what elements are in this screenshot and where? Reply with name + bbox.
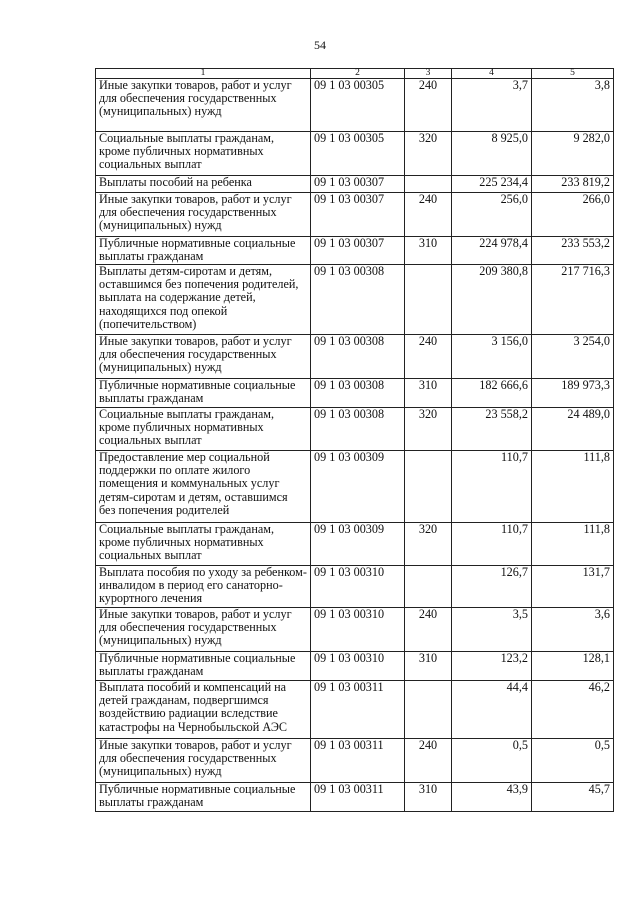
table-row xyxy=(96,739,614,783)
row-expense-type-cell xyxy=(405,681,452,739)
row-code-cell: 09 1 03 00311 xyxy=(311,783,405,812)
row-name-cell: Публичные нормативные социальные выплаты гражданам xyxy=(96,783,311,812)
row-value-year2-cell: 128,1 xyxy=(532,652,614,681)
row-value-year1-cell: 123,2 xyxy=(452,652,532,681)
row-code-cell: 09 1 03 00311 xyxy=(311,739,405,783)
table-row xyxy=(96,681,614,739)
row-code-cell: 09 1 03 00308 xyxy=(311,265,405,335)
row-code-cell: 09 1 03 00305 xyxy=(311,132,405,176)
row-expense-type-cell: 320 xyxy=(405,408,452,451)
table-row xyxy=(96,652,614,681)
row-value-year2-cell: 0,5 xyxy=(532,739,614,783)
row-expense-type-cell xyxy=(405,566,452,608)
row-name-cell: Выплаты пособий на ребенка xyxy=(96,176,311,193)
row-value-year2-cell: 24 489,0 xyxy=(532,408,614,451)
column-number-3: 3 xyxy=(405,69,452,79)
column-number-row xyxy=(96,69,614,79)
row-name-cell: Предоставление мер социальной поддержки по оплате жилого помещения и коммунальных услуг детям-сиротам и детям, оставшимся без попечения родителей xyxy=(96,451,311,523)
budget-table xyxy=(95,68,614,812)
table-row xyxy=(96,335,614,379)
row-value-year2-cell: 3,6 xyxy=(532,608,614,652)
row-name-cell: Выплаты детям-сиротам и детям, оставшимся без попечения родителей, выплата на содержание детей, находящихся под опекой (попечительством) xyxy=(96,265,311,335)
row-code-cell: 09 1 03 00310 xyxy=(311,652,405,681)
column-number-4: 4 xyxy=(452,69,532,79)
row-value-year2-cell: 9 282,0 xyxy=(532,132,614,176)
row-code-cell: 09 1 03 00308 xyxy=(311,335,405,379)
row-expense-type-cell: 240 xyxy=(405,79,452,132)
row-name-cell: Социальные выплаты гражданам, кроме публичных нормативных социальных выплат xyxy=(96,132,311,176)
table-row xyxy=(96,451,614,523)
row-value-year1-cell: 8 925,0 xyxy=(452,132,532,176)
column-number-1: 1 xyxy=(96,69,311,79)
row-expense-type-cell: 320 xyxy=(405,132,452,176)
table-row xyxy=(96,783,614,812)
row-name-cell: Публичные нормативные социальные выплаты гражданам xyxy=(96,237,311,265)
row-value-year2-cell: 266,0 xyxy=(532,193,614,237)
row-value-year2-cell: 233 819,2 xyxy=(532,176,614,193)
row-value-year1-cell: 3,7 xyxy=(452,79,532,132)
column-number-2: 2 xyxy=(311,69,405,79)
row-value-year1-cell: 182 666,6 xyxy=(452,379,532,408)
row-value-year1-cell: 225 234,4 xyxy=(452,176,532,193)
row-value-year1-cell: 224 978,4 xyxy=(452,237,532,265)
row-value-year1-cell: 126,7 xyxy=(452,566,532,608)
table-row xyxy=(96,408,614,451)
row-value-year1-cell: 43,9 xyxy=(452,783,532,812)
row-value-year1-cell: 23 558,2 xyxy=(452,408,532,451)
row-code-cell: 09 1 03 00308 xyxy=(311,408,405,451)
row-code-cell: 09 1 03 00305 xyxy=(311,79,405,132)
row-name-cell: Выплата пособий и компенсаций на детей гражданам, подвергшимся воздействию радиации вследствие катастрофы на Чернобыльской АЭС xyxy=(96,681,311,739)
table-row xyxy=(96,193,614,237)
row-code-cell: 09 1 03 00309 xyxy=(311,523,405,566)
row-expense-type-cell xyxy=(405,265,452,335)
row-value-year2-cell: 189 973,3 xyxy=(532,379,614,408)
row-code-cell: 09 1 03 00309 xyxy=(311,451,405,523)
table-row xyxy=(96,379,614,408)
row-name-cell: Иные закупки товаров, работ и услуг для обеспечения государственных (муниципальных) нужд xyxy=(96,79,311,132)
row-value-year1-cell: 3 156,0 xyxy=(452,335,532,379)
table-row xyxy=(96,523,614,566)
row-name-cell: Иные закупки товаров, работ и услуг для обеспечения государственных (муниципальных) нужд xyxy=(96,608,311,652)
table-row xyxy=(96,237,614,265)
row-value-year2-cell: 217 716,3 xyxy=(532,265,614,335)
row-value-year2-cell: 131,7 xyxy=(532,566,614,608)
row-code-cell: 09 1 03 00307 xyxy=(311,193,405,237)
row-name-cell: Публичные нормативные социальные выплаты гражданам xyxy=(96,652,311,681)
row-expense-type-cell xyxy=(405,176,452,193)
row-expense-type-cell: 310 xyxy=(405,783,452,812)
row-value-year1-cell: 209 380,8 xyxy=(452,265,532,335)
table-row xyxy=(96,566,614,608)
row-code-cell: 09 1 03 00307 xyxy=(311,237,405,265)
row-value-year1-cell: 256,0 xyxy=(452,193,532,237)
row-value-year2-cell: 45,7 xyxy=(532,783,614,812)
row-code-cell: 09 1 03 00311 xyxy=(311,681,405,739)
row-expense-type-cell: 310 xyxy=(405,379,452,408)
row-value-year2-cell: 3,8 xyxy=(532,79,614,132)
row-code-cell: 09 1 03 00310 xyxy=(311,566,405,608)
row-code-cell: 09 1 03 00307 xyxy=(311,176,405,193)
row-expense-type-cell: 240 xyxy=(405,193,452,237)
row-name-cell: Социальные выплаты гражданам, кроме публичных нормативных социальных выплат xyxy=(96,523,311,566)
row-name-cell: Публичные нормативные социальные выплаты гражданам xyxy=(96,379,311,408)
row-value-year2-cell: 233 553,2 xyxy=(532,237,614,265)
row-value-year1-cell: 44,4 xyxy=(452,681,532,739)
row-value-year2-cell: 46,2 xyxy=(532,681,614,739)
row-name-cell: Иные закупки товаров, работ и услуг для обеспечения государственных (муниципальных) нужд xyxy=(96,193,311,237)
row-code-cell: 09 1 03 00310 xyxy=(311,608,405,652)
row-value-year2-cell: 3 254,0 xyxy=(532,335,614,379)
row-expense-type-cell: 310 xyxy=(405,237,452,265)
table-row xyxy=(96,132,614,176)
row-expense-type-cell: 240 xyxy=(405,739,452,783)
table-row xyxy=(96,176,614,193)
row-expense-type-cell: 320 xyxy=(405,523,452,566)
table-row xyxy=(96,79,614,132)
row-expense-type-cell: 310 xyxy=(405,652,452,681)
row-name-cell: Иные закупки товаров, работ и услуг для обеспечения государственных (муниципальных) нужд xyxy=(96,335,311,379)
row-name-cell: Социальные выплаты гражданам, кроме публичных нормативных социальных выплат xyxy=(96,408,311,451)
row-value-year2-cell: 111,8 xyxy=(532,523,614,566)
row-name-cell: Иные закупки товаров, работ и услуг для обеспечения государственных (муниципальных) нужд xyxy=(96,739,311,783)
row-value-year1-cell: 110,7 xyxy=(452,523,532,566)
row-code-cell: 09 1 03 00308 xyxy=(311,379,405,408)
row-expense-type-cell: 240 xyxy=(405,335,452,379)
row-value-year1-cell: 0,5 xyxy=(452,739,532,783)
row-value-year1-cell: 3,5 xyxy=(452,608,532,652)
row-value-year2-cell: 111,8 xyxy=(532,451,614,523)
row-expense-type-cell xyxy=(405,451,452,523)
table-row xyxy=(96,265,614,335)
row-expense-type-cell: 240 xyxy=(405,608,452,652)
table-row xyxy=(96,608,614,652)
row-value-year1-cell: 110,7 xyxy=(452,451,532,523)
table-body xyxy=(96,79,614,812)
page-number: 54 xyxy=(314,38,326,52)
row-name-cell: Выплата пособия по уходу за ребенком-инвалидом в период его санаторно-курортного лечения xyxy=(96,566,311,608)
column-number-5: 5 xyxy=(532,69,614,79)
